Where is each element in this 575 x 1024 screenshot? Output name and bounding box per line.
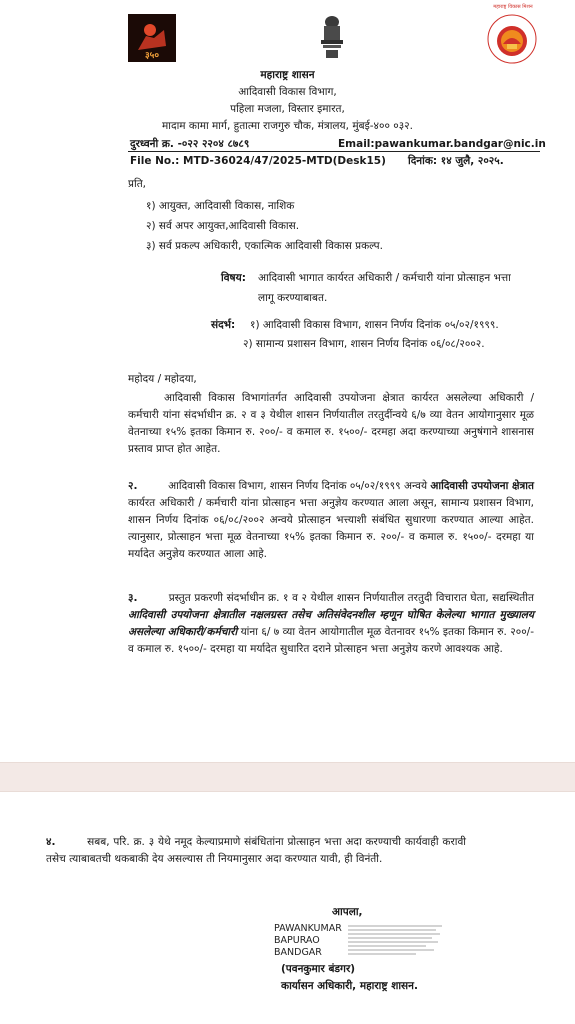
state-emblem-icon (318, 14, 346, 60)
reference-2: २) सामान्य प्रशासन विभाग, शासन निर्णय दिनांक ०६/०८/२००२. (243, 338, 485, 350)
paragraph-3-bold-italic: आदिवासी उपयोजना क्षेत्रातील नक्षलग्रस्त तसेच अतिसंवेदनशील म्हणून घोषित केलेल्या भागात मुख्यालय असलेल्या अधिकारी/कर्मचारी (128, 609, 534, 638)
seal-arc-text: महाराष्ट्र विकास मिशन (493, 4, 533, 10)
salutation: महोदय / महोदया, (128, 373, 197, 385)
digital-signature-stamp (346, 923, 446, 959)
digital-signature-name (274, 923, 342, 959)
file-number: File No.: MTD-36024/47/2025-MTD(Desk15) (130, 155, 386, 167)
paragraph-3-number: ३. (128, 592, 138, 604)
paragraph-4-text: सबब, परि. क्र. ३ येथे नमूद केल्याप्रमाणे संबंधितांना प्रोत्साहन भत्ता अदा करण्याची कार्यवाही करावी तसेच त्याबाबतची थकबाकी देय असल्यास ती नियमानुसार अदा करण्यात यावी, ही विनंती. (46, 836, 467, 865)
closing: आपला, (332, 906, 363, 918)
street-address: मादाम कामा मार्ग, हुतात्मा राजगुरु चौक, मंत्रालय, मुंबई-४०० ०३२. (162, 120, 413, 132)
signer-name-line-3: BANDGAR (274, 947, 322, 958)
reference-1: १) आदिवासी विकास विभाग, शासन निर्णय दिनांक ०५/०२/१९९९. (250, 319, 499, 331)
paragraph-3-text-a: प्रस्तुत प्रकरणी संदर्भाधीन क्र. १ व २ येथील शासन निर्णयातील तरतुदी विचारात घेता, सद्यस्थितीत (168, 592, 534, 604)
page-separator (0, 762, 575, 792)
reference-label: संदर्भ: (211, 319, 236, 331)
paragraph-2-text-b: कार्यरत अधिकारी / कर्मचारी यांना प्रोत्साहन भत्ता अनुज्ञेय करण्यात आला असून, सामान्य प्रशासन विभाग, शासन निर्णय दिनांक ०६/०८/२००२ अन्वये प्रोत्साहन भत्त्याशी संबंधित सुधारणा करण्यात आल्या आहेत. त्यानुसार, प्रोत्साहन भत्ता मूळ वेतनाच्या १५% इतका किमान रु. २००/- व कमाल रु. १५००/- दरमहा या मर्यादेत अनुज्ञेय करण्यात आला आहे. (128, 497, 534, 560)
svg-text:३५०: ३५० (144, 51, 160, 61)
paragraph-2 (128, 478, 534, 563)
recipient-2: २) सर्व अपर आयुक्त,आदिवासी विकास. (146, 220, 300, 232)
phone-number: दुरध्वनी क्र. -०२२ २२०४ ८७८९ (130, 138, 250, 150)
floor-address: पहिला मजला, विस्तार इमारत, (230, 103, 345, 115)
department: आदिवासी विकास विभाग, (238, 86, 337, 98)
maharashtra-seal-icon (487, 14, 537, 64)
recipient-1: १) आयुक्त, आदिवासी विकास, नाशिक (146, 200, 295, 212)
signer-name-line-1: PAWANKUMAR (274, 923, 342, 934)
paragraph-3-text-b: यांना ६/ ७ व्या वेतन आयोगातील मूळ वेतनावर १५% इतका किमान रु. २००/- व कमाल रु. १५००/- दरमहा या मर्यादेत सुधारित दराने प्रोत्साहन भत्ता अनुज्ञेय करणे आवश्यक आहे. (128, 626, 534, 655)
signer-name-marathi: (पवनकुमार बंडगर) (281, 963, 356, 975)
paragraph-4 (46, 834, 466, 868)
paragraph-2-bold: आदिवासी उपयोजना क्षेत्रात (430, 480, 535, 492)
paragraph-2-text-a: आदिवासी विकास विभाग, शासन निर्णय दिनांक ०५/०२/१९९९ अन्वये (168, 480, 428, 492)
header-divider (128, 151, 540, 152)
paragraph-4-number: ४. (46, 836, 56, 848)
email-address[interactable]: Email:pawankumar.bandgar@nic.in (338, 138, 546, 150)
recipient-3: ३) सर्व प्रकल्प अधिकारी, एकात्मिक आदिवासी विकास प्रकल्प. (146, 240, 383, 252)
prati-label: प्रति, (128, 178, 147, 190)
letter-date: दिनांक: १४ जुलै, २०२५. (408, 155, 504, 167)
subject-label: विषय: (221, 272, 246, 284)
paragraph-1: आदिवासी विकास विभागांतर्गत आदिवासी उपयोजना क्षेत्रात कार्यरत असलेल्या अधिकारी / कर्मचारी यांना संदर्भाधीन क्र. २ व ३ येथील शासन निर्णयातील तरतुदींन्वये ६/७ व्या वेतन आयोगानुसार मूळ वेतनाच्या १५% इतका किमान रु. २००/- व कमाल रु. १५००/- दरमहा अदा करण्याच्या अनुषंगाने शासनास प्रस्ताव प्राप्त होत आहेत. (128, 392, 534, 455)
signer-name-line-2: BAPURAO (274, 935, 320, 946)
shivaji-350-logo-icon (128, 14, 176, 62)
paragraph-3 (128, 590, 534, 658)
org-name: महाराष्ट्र शासन (260, 69, 315, 81)
subject-line-2: लागू करण्याबाबत. (258, 292, 328, 304)
signer-designation: कार्यासन अधिकारी, महाराष्ट्र शासन. (281, 980, 418, 992)
subject-line-1: आदिवासी भागात कार्यरत अधिकारी / कर्मचारी यांना प्रोत्साहन भत्ता (258, 272, 511, 284)
paragraph-2-number: २. (128, 480, 138, 492)
